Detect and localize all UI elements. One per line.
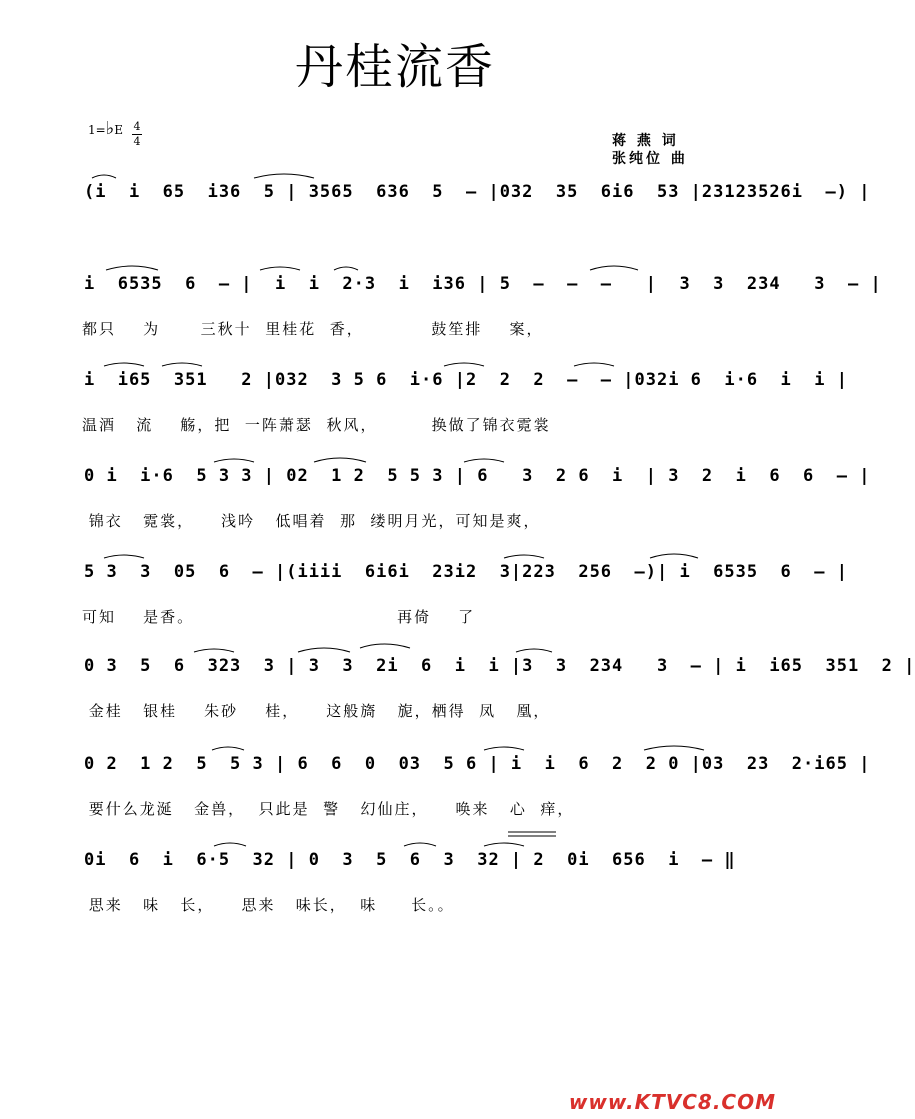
- key-signature: [88, 118, 123, 139]
- notation-line: i i65 351 2 |032 3 5 6 i·6 |2 2 2 – – |032i 6 i·6 i i |: [84, 370, 848, 390]
- notation-line: 0 2 1 2 5 5 3 | 6 6 0 03 5 6 | i i 6 2 2 0 |03 23 2·i65 |: [84, 754, 871, 774]
- score-row-2: [84, 264, 882, 308]
- composer-credit: 张纯位 曲: [612, 151, 688, 167]
- time-signature: [132, 120, 142, 149]
- key-prefix: 1=: [88, 123, 106, 137]
- notation-line: (i i 65 i36 5 | 3565 636 5 – |032 35 6i6 53 |23123526i –) |: [84, 182, 871, 202]
- score-row-7: [84, 744, 871, 788]
- score-row-4: [84, 456, 871, 500]
- meter-denominator: 4: [133, 135, 141, 148]
- lyric-line-6: 金桂 银桂 朱砂 桂， 这般旖 旎，栖得 凤 凰，: [82, 702, 551, 720]
- score-row-5: [84, 552, 848, 596]
- key-note: E: [114, 123, 123, 137]
- lyric-line-4: 锦衣 霓裳， 浅吟 低唱着 那 缕明月光，可知是爽，: [82, 512, 541, 530]
- lyricist-credit: 蒋 燕 词: [612, 133, 679, 149]
- notation-line: 0 3 5 6 323 3 | 3 3 2i 6 i i |3 3 234 3 – | i i65 351 2 |: [84, 656, 915, 676]
- lyric-line-7: 要什么龙涎 金兽， 只此是 警 幻仙庄， 唤来 心 痒，: [82, 800, 575, 818]
- score-row-1: [84, 172, 871, 216]
- score-row-8: [84, 840, 740, 884]
- lyric-line-2: 都只 为 三秋十 里桂花 香， 鼓笙排 案，: [82, 320, 544, 338]
- lyric-line-5: 可知 是香。 再倚 了: [82, 608, 476, 626]
- site-watermark: www.KTVC8.COM: [568, 1090, 776, 1114]
- score-row-6: [84, 646, 915, 690]
- lyric-line-8: 思来 味 长， 思来 味长， 味 长。。: [82, 896, 455, 914]
- song-title: 丹桂流香: [294, 39, 495, 95]
- notation-line: 0i 6 i 6·5 32 | 0 3 5 6 3 32 | 2 0i 656 i – ‖: [84, 850, 736, 870]
- lyric-line-3: 温酒 流 觞，把 一阵萧瑟 秋风， 换做了锦衣霓裳: [82, 416, 551, 434]
- notation-line: 0 i i·6 5 3 3 | 02 1 2 5 5 3 | 6 3 2 6 i | 3 2 i 6 6 – |: [84, 466, 871, 486]
- notation-line: i 6535 6 – | i i 2·3 i i36 | 5 – – – | 3 3 234 3 – |: [84, 274, 882, 294]
- score-row-3: [84, 360, 848, 404]
- meter-numerator: 4: [133, 120, 141, 133]
- notation-line: 5 3 3 05 6 – |(iiii 6i6i 23i2 3|223 256 –)| i 6535 6 – |: [84, 562, 848, 582]
- flat-sign: ♭: [105, 118, 115, 139]
